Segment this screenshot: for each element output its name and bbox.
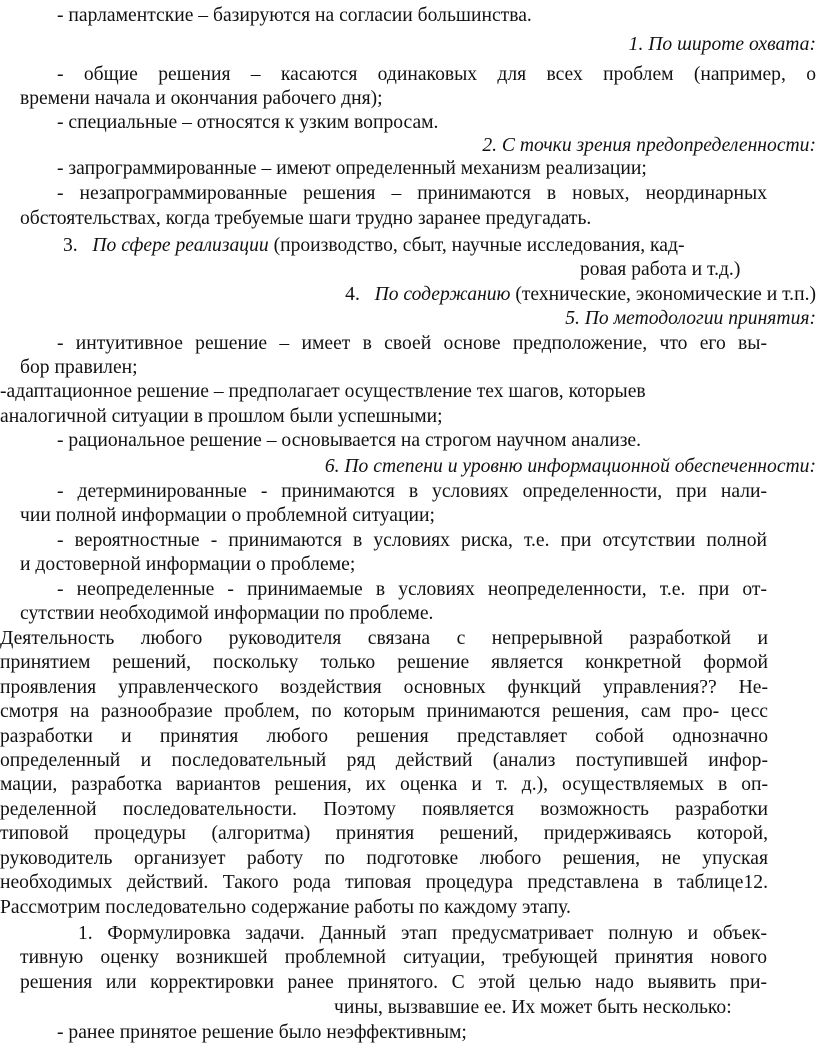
text-line: ровая работа и т.д.) (580, 259, 741, 280)
text-line: - запрограммированные – имеют определенный механизм реализации; (57, 158, 647, 179)
text-line: - специальные – относятся к узким вопросам. (57, 112, 439, 133)
heading-predetermination: 2. С точки зрения предопределенности: (482, 135, 816, 156)
text-line: Рассмотрим последовательно содержание работы по каждому этапу. (0, 897, 571, 918)
text-line: аналогичной ситуации в прошлом были успешными; (0, 406, 443, 427)
italic-term: По сфере реализации (92, 235, 269, 256)
list-text: (технические, экономические и т.п.) (510, 284, 816, 305)
text-line: -адаптационное решение – предполагает осуществление тех шагов, которыев (0, 381, 646, 402)
text-line: смотря на разнообразие проблем, по которым принимаются решения, сам про- цесс (0, 701, 768, 722)
heading-methodology: 5. По методологии принятия: (565, 308, 816, 329)
list-item-sphere (63, 234, 684, 259)
list-number: 4. (345, 284, 360, 305)
text-line: - вероятностные - принимаются в условиях риска, т.е. при отсутствии полной (57, 530, 767, 551)
text-line: - незапрограммированные решения – принимаются в новых, неординарных (57, 183, 767, 204)
text-line: обстоятельствах, когда требуемые шаги трудно заранее предугадать. (20, 208, 592, 229)
text-line: необходимых действий. Такого рода типовая процедура представлена в таблице12. (0, 872, 768, 893)
text-line: принятием решений, поскольку только решение является конкретной формой (0, 652, 768, 673)
text-line: - детерминированные - принимаются в условиях определенности, при нали- (57, 481, 767, 502)
text-line: мации, разработка вариантов решения, их оценка и т. д.), осуществляемых в оп- (0, 774, 768, 795)
text-line: - парламентские – базируются на согласии большинства. (57, 5, 532, 26)
text-line: времени начала и окончания рабочего дня); (20, 88, 383, 109)
text-line: тивную оценку возникшей проблемной ситуации, требующей принятия нового (20, 947, 767, 968)
text-line: чины, вызвавшие ее. Их может быть несколько: (334, 997, 732, 1018)
text-line: и достоверной информации о проблеме; (20, 554, 356, 575)
list-item-content (345, 283, 816, 308)
italic-term: По содержанию (374, 284, 511, 305)
text-line: сутствии необходимой информации по проблеме. (20, 603, 434, 624)
text-line: бор правилен; (20, 357, 138, 378)
text-line: - рациональное решение – основывается на строгом научном анализе. (57, 430, 642, 451)
text-line: - общие решения – касаются одинаковых для всех проблем (например, о (57, 64, 816, 85)
heading-information: 6. По степени и уровню информационной обеспеченности: (324, 456, 816, 477)
text-line: типовой процедуры (алгоритма) принятия решений, придерживаясь которой, (0, 823, 768, 844)
text-line: определенный и последовательный ряд действий (анализ поступившей инфор- (0, 750, 768, 771)
list-text: (производство, сбыт, научные исследования, кад- (268, 235, 685, 256)
text-line: ределенной последовательности. Поэтому появляется возможность разработки (0, 799, 768, 820)
text-line: - интуитивное решение – имеет в своей основе предположение, что его вы- (57, 333, 767, 354)
text-line: Деятельность любого руководителя связана с непрерывной разработкой и (0, 628, 768, 649)
text-line: - неопределенные - принимаемые в условиях неопределенности, т.е. при от- (57, 579, 767, 600)
text-line: 1. Формулировка задачи. Данный этап предусматривает полную и объек- (78, 923, 767, 944)
text-line: руководитель организует работу по подготовке любого решения, не упуская (0, 848, 768, 869)
text-line: чии полной информации о проблемной ситуации; (20, 505, 435, 526)
text-line: разработки и принятия любого решения представляет собой однозначно (0, 726, 768, 747)
list-number: 3. (63, 235, 78, 256)
text-line: проявления управленческого воздействия основных функций управления?? Не- (0, 677, 768, 698)
text-line: - ранее принятое решение было неэффективным; (57, 1022, 467, 1043)
heading-scope: 1. По широте охвата: (628, 34, 816, 55)
text-line: решения или корректировки ранее принятого. С этой целью надо выявить при- (20, 972, 767, 993)
